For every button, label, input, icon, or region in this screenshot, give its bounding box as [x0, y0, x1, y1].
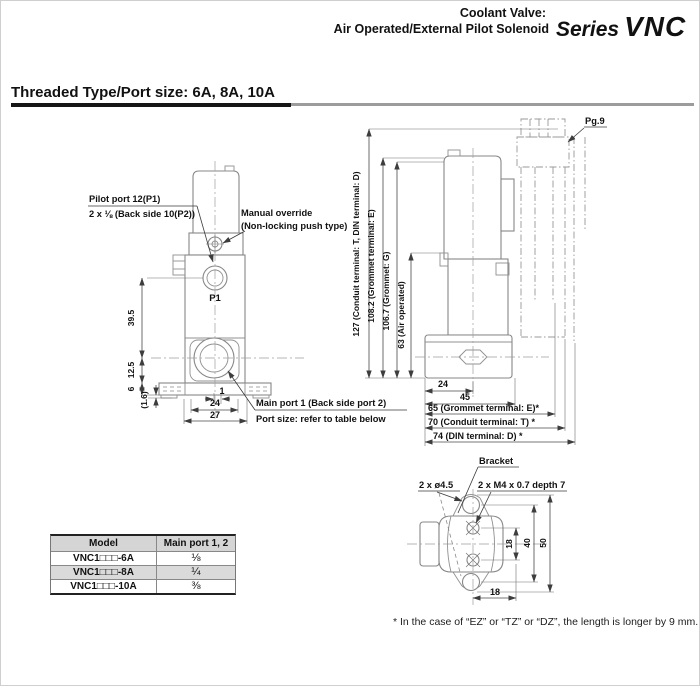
dim-108-2: 108.2 (Grommet terminal: E): [366, 209, 376, 323]
dim-18-width: 18: [489, 587, 501, 597]
bracket-view-drawing: [407, 456, 567, 605]
section-title: Threaded Type/Port size: 6A, 8A, 10A: [11, 84, 275, 101]
dim-63: 63 (Air operated): [396, 281, 406, 349]
main-port-label-line2: Port size: refer to table below: [256, 414, 386, 424]
dim-12-5: 12.5: [126, 361, 136, 379]
pilot-port-label-line1: Pilot port 12(P1): [89, 194, 161, 204]
dim-50: 50: [538, 538, 548, 548]
dim-70: 70 (Conduit terminal: T) *: [428, 417, 536, 427]
port-cell: ⅛: [191, 552, 201, 564]
dim-27: 27: [209, 410, 221, 420]
table-row: [51, 579, 235, 593]
port-p1-label: P1: [209, 293, 221, 304]
pg9-label: Pg.9: [585, 116, 605, 126]
dim-65: 65 (Grommet terminal: E)*: [428, 403, 540, 413]
dim-106-7: 106.7 (Grommet: G): [381, 251, 391, 331]
series-name: VNC: [624, 11, 687, 42]
series-prefix: Series: [556, 18, 620, 41]
footnote: * In the case of “EZ” or “TZ” or “DZ”, the length is longer by 9 mm.: [393, 616, 699, 628]
dim-74: 74 (DIN terminal: D) *: [433, 431, 523, 441]
table-row: [51, 551, 235, 565]
header-line1: Coolant Valve:: [459, 6, 546, 20]
dim-24-side: 24: [437, 379, 449, 389]
dim-45: 45: [459, 392, 471, 402]
dim-39-5: 39.5: [126, 309, 136, 327]
dim-18-tap-pitch: 18: [504, 539, 514, 549]
bracket-label: Bracket: [479, 456, 514, 466]
dim-127: 127 (Conduit terminal: T, DIN terminal: D): [351, 171, 361, 337]
table-header-port: Main port 1, 2: [163, 538, 229, 549]
bracket-holes-label: 2 x ø4.5: [419, 480, 454, 490]
port-size-table: [50, 534, 236, 595]
table-header-row: [51, 536, 235, 551]
header-line2: Air Operated/External Pilot Solenoid: [333, 22, 549, 36]
model-cell: VNC1□□□-8A: [51, 566, 157, 579]
manual-override-label-line1: Manual override: [241, 208, 313, 218]
model-cell: VNC1□□□-6A: [51, 552, 157, 565]
table-row: [51, 565, 235, 579]
pilot-port-label-line2: 2 x ⅛ (Back side 10(P2)): [89, 209, 195, 219]
dim-24-front: 24: [209, 398, 221, 408]
model-cell: VNC1□□□-10A: [51, 580, 157, 593]
dim-1-6: (1.6): [139, 391, 149, 409]
port-cell: ⅜: [191, 580, 201, 592]
table-header-model: Model: [51, 536, 157, 551]
side-view-drawing: [351, 116, 607, 446]
dim-offset-1: 1: [219, 386, 225, 396]
bracket-tap-label: 2 x M4 x 0.7 depth 7: [478, 480, 566, 490]
port-cell: ¼: [191, 566, 201, 578]
main-port-label-line1: Main port 1 (Back side port 2): [256, 398, 387, 408]
dim-6: 6: [126, 386, 136, 392]
manual-override-label-line2: (Non-locking push type): [241, 221, 348, 231]
dim-40: 40: [522, 538, 532, 548]
